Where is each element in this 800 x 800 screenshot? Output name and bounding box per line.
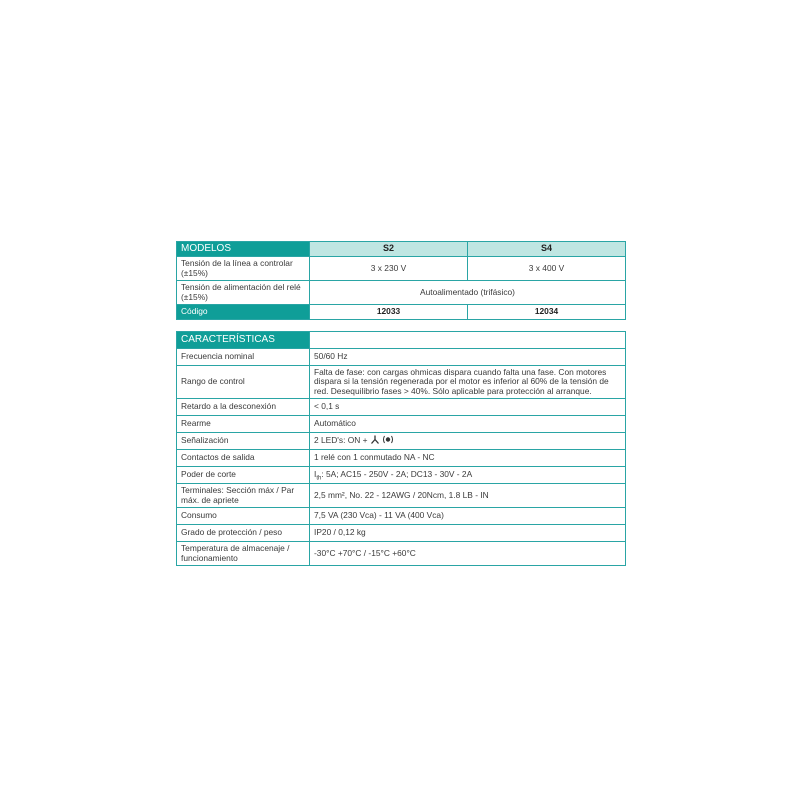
row-value: 2,5 mm², No. 22 - 12AWG / 20Ncm, 1.8 LB - IN: [310, 484, 626, 508]
features-header-label: CARACTERÍSTICAS: [177, 332, 310, 349]
table-row: [177, 450, 626, 467]
row-value: IP20 / 0,12 kg: [310, 525, 626, 542]
code-s2: 12033: [310, 305, 468, 320]
models-table: [176, 241, 626, 320]
row-label: Rango de control: [177, 366, 310, 399]
row-label: Tensión de alimentación del relé (±15%): [177, 281, 310, 305]
code-label: Código: [177, 305, 310, 320]
features-header-blank: [310, 332, 626, 349]
table-row: [177, 542, 626, 566]
table-row: [177, 366, 626, 399]
signal-fault-icon: [382, 435, 394, 446]
features-header-row: [177, 332, 626, 349]
code-row: [177, 305, 626, 320]
row-label: Consumo: [177, 508, 310, 525]
row-label: Contactos de salida: [177, 450, 310, 467]
table-row: [177, 281, 626, 305]
table-row: [177, 525, 626, 542]
row-value: 1 relé con 1 conmutado NA - NC: [310, 450, 626, 467]
row-label: Poder de corte: [177, 467, 310, 484]
table-row: [177, 467, 626, 484]
table-row: [177, 508, 626, 525]
row-label: Grado de protección / peso: [177, 525, 310, 542]
row-value: [310, 433, 626, 450]
s4-value: 3 x 400 V: [468, 257, 626, 281]
code-s4: 12034: [468, 305, 626, 320]
row-label: Temperatura de almacenaje / funcionamiento: [177, 542, 310, 566]
row-label: Retardo a la desconexión: [177, 399, 310, 416]
models-header-label: MODELOS: [177, 242, 310, 257]
table-row: [177, 257, 626, 281]
signal-text: 2 LED's: ON +: [314, 435, 368, 446]
breaking-capacity-text: : 5A; AC15 - 250V - 2A; DC13 - 30V - 2A: [321, 469, 473, 480]
s2-value: 3 x 230 V: [310, 257, 468, 281]
row-value: 7,5 VA (230 Vca) - 11 VA (400 Vca): [310, 508, 626, 525]
row-value: Falta de fase: con cargas ohmicas dispara cuando falta una fase. Con motores dispara si la tensión regenerada por el motor es inferior al 60% de la tensión de red. Desequilibrio fases > 40%. Sólo aplicable para protección al arranque.: [310, 366, 626, 399]
features-table: [176, 331, 626, 566]
row-label: Rearme: [177, 416, 310, 433]
table-row: [177, 399, 626, 416]
row-value: < 0,1 s: [310, 399, 626, 416]
row-label: Tensión de la línea a controlar (±15%): [177, 257, 310, 281]
table-row: [177, 433, 626, 450]
current-symbol: I: [314, 469, 317, 480]
relay-output-icon: [370, 435, 380, 446]
row-value: 50/60 Hz: [310, 349, 626, 366]
row-value: -30°C +70°C / -15°C +60°C: [310, 542, 626, 566]
table-row: [177, 484, 626, 508]
row-value: Automático: [310, 416, 626, 433]
row-label: Frecuencia nominal: [177, 349, 310, 366]
table-row: [177, 349, 626, 366]
row-value: [310, 467, 626, 484]
row-label: Señalización: [177, 433, 310, 450]
table-row: [177, 416, 626, 433]
model-s2-header: S2: [310, 242, 468, 257]
current-subscript: th: [316, 475, 322, 482]
models-header-row: [177, 242, 626, 257]
row-label: Terminales: Sección máx / Par máx. de apriete: [177, 484, 310, 508]
model-s4-header: S4: [468, 242, 626, 257]
shared-value: Autoalimentado (trifásico): [310, 281, 626, 305]
